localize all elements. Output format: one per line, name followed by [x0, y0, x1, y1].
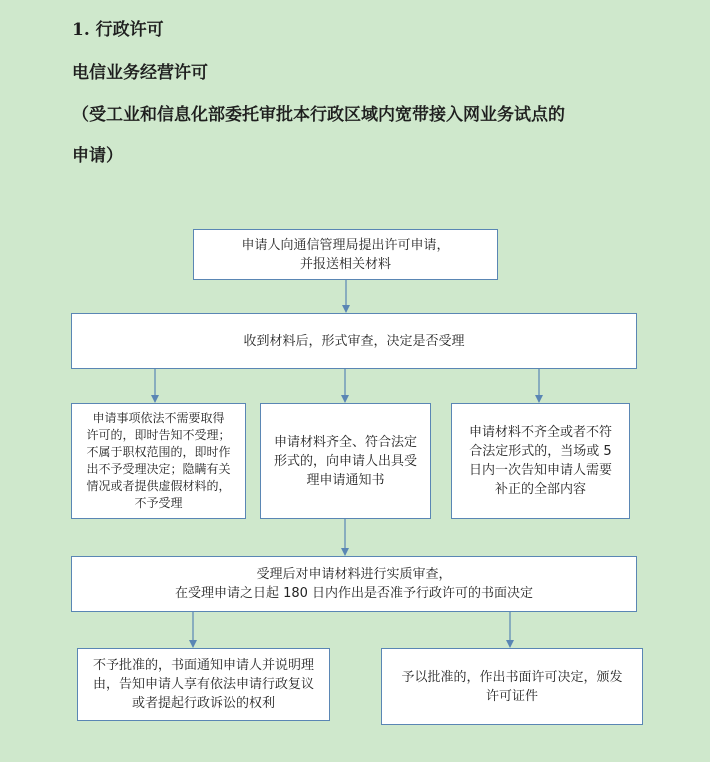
text-line: 日内一次告知申请人需要 [468, 463, 612, 478]
permit-subtitle-line-2: 申请） [72, 146, 123, 166]
outcome-not-approved [77, 648, 330, 721]
text-line: 补正的全部内容 [494, 482, 586, 497]
text-line: 形式的，向申请人出具受 [273, 453, 417, 469]
permit-subtitle-line-1: （受工业和信息化部委托审批本行政区域内宽带接入网业务试点的 [72, 105, 565, 125]
section-heading: 1. 行政许可 [72, 20, 164, 40]
step-formal-review [71, 313, 637, 369]
text-line: 申请事项依法不需要取得 [92, 411, 225, 425]
branch-not-accepted [71, 403, 246, 519]
text-line: 由，告知申请人享有依法申请行政复议 [92, 677, 314, 692]
text-line: 出不予受理决定；隐瞒有关 [86, 462, 231, 476]
text-line: 申请材料不齐全或者不符 [468, 425, 612, 440]
text-line: 予以批准的，作出书面许可决定，颁发 [401, 669, 623, 685]
text-line: 情况或者提供虚假材料的， [86, 479, 231, 493]
text-line: 不属于职权范围的，即时作 [86, 445, 231, 459]
step-substantive-review [71, 556, 637, 612]
step-submit-application [193, 229, 498, 280]
text-line: 不予批准的，书面通知申请人并说明理 [92, 658, 314, 673]
text-line: 收到材料后，形式审查，决定是否受理 [243, 333, 465, 349]
text-line: 理申请通知书 [306, 472, 385, 488]
text-line: 或者提起行政诉讼的权利 [131, 696, 275, 711]
text-line: 在受理申请之日起 180 日内作出是否准予行政许可的书面决定 [174, 586, 534, 601]
text-line: 不予受理 [134, 496, 183, 510]
outcome-approved [381, 648, 643, 725]
text-line: 受理后对申请材料进行实质审查， [256, 567, 452, 582]
text-line: 申请材料齐全、符合法定 [273, 434, 417, 450]
permit-title: 电信业务经营许可 [72, 63, 208, 83]
text-line: 许可的，即时告知不受理； [86, 428, 231, 442]
text-line: 并报送相关材料 [299, 256, 391, 272]
text-line: 合法定形式的，当场或 5 [469, 444, 612, 459]
branch-accepted [260, 403, 431, 519]
text-line: 申请人向通信管理局提出许可申请， [241, 237, 450, 253]
text-line: 许可证件 [485, 688, 538, 704]
branch-supplement-required [451, 403, 630, 519]
